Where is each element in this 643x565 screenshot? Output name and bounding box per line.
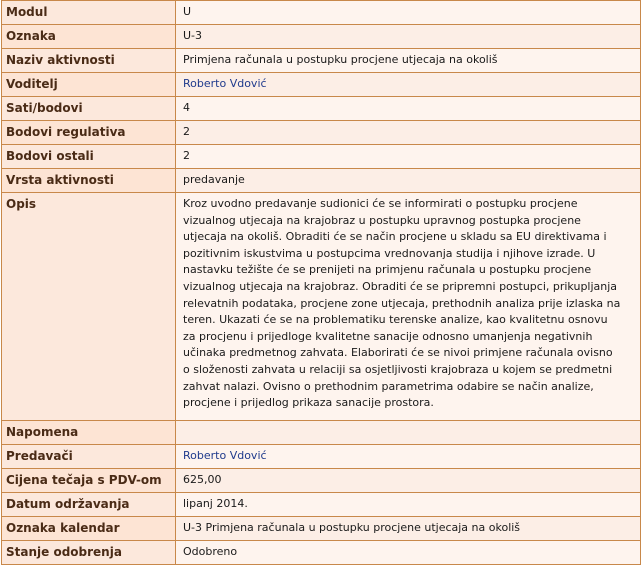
value-voditelj-cell: [176, 73, 641, 97]
label-napomena: Napomena: [2, 420, 176, 444]
predavaci-link[interactable]: Roberto Vdović: [183, 448, 267, 462]
value-datum-odrzavanja: lipanj 2014.: [176, 492, 641, 516]
label-oznaka: Oznaka: [2, 25, 176, 49]
value-bodovi-regulativa: 2: [176, 121, 641, 145]
row-vrsta-aktivnosti: [2, 169, 641, 193]
value-modul: U: [176, 1, 641, 25]
row-stanje-odobrenja: [2, 540, 641, 564]
label-cijena: Cijena tečaja s PDV-om: [2, 468, 176, 492]
label-bodovi-ostali: Bodovi ostali: [2, 145, 176, 169]
row-voditelj: [2, 73, 641, 97]
value-vrsta-aktivnosti: predavanje: [176, 169, 641, 193]
value-cijena: 625,00: [176, 468, 641, 492]
row-oznaka-kalendar: [2, 516, 641, 540]
row-opis: [2, 193, 641, 421]
row-modul: [2, 1, 641, 25]
value-oznaka: U-3: [176, 25, 641, 49]
label-voditelj: Voditelj: [2, 73, 176, 97]
value-predavaci-cell: [176, 444, 641, 468]
activity-details-table: [1, 0, 641, 565]
value-naziv-aktivnosti: Primjena računala u postupku procjene utjecaja na okoliš: [176, 49, 641, 73]
voditelj-link[interactable]: Roberto Vdović: [183, 77, 267, 90]
label-vrsta-aktivnosti: Vrsta aktivnosti: [2, 169, 176, 193]
row-sati-bodovi: [2, 97, 641, 121]
row-naziv-aktivnosti: [2, 49, 641, 73]
label-stanje-odobrenja: Stanje odobrenja: [2, 540, 176, 564]
row-bodovi-regulativa: [2, 121, 641, 145]
value-stanje-odobrenja: Odobreno: [176, 540, 641, 564]
label-sati-bodovi: Sati/bodovi: [2, 97, 176, 121]
label-modul: Modul: [2, 1, 176, 25]
row-oznaka: [2, 25, 641, 49]
row-bodovi-ostali: [2, 145, 641, 169]
row-predavaci: [2, 444, 641, 468]
label-naziv-aktivnosti: Naziv aktivnosti: [2, 49, 176, 73]
label-bodovi-regulativa: Bodovi regulativa: [2, 121, 176, 145]
row-napomena: [2, 420, 641, 444]
value-oznaka-kalendar: U-3 Primjena računala u postupku procjene utjecaja na okoliš: [176, 516, 641, 540]
value-sati-bodovi: 4: [176, 97, 641, 121]
row-cijena: [2, 468, 641, 492]
value-opis: Kroz uvodno predavanje sudionici će se informirati o postupku procjene vizualnog utjecaja na krajobraz u postupku upravnog postupka procjene utjecaja na okoliš. Obraditi će se način procjene u skladu sa EU direktivama i pozitivnim iskustvima u postupcima vrednovanja studija i njihove izrade. U nastavku težište će se prenijeti na primjenu računala u postupku procjene vizualnog utjecaja na krajobraz. Obraditi će se pripremni postupci, prikupljanja relevatnih podataka, procjene zone utjecaja, prethodnih analiza prije izlaska na teren. Ukazati će se na problematiku terenske analize, kao kvalitetnu osnovu za procjenu i prijedloge kvalitetne sanacije odnosno umanjenja negativnih učinaka predmetnog zahvata. Elaborirati će se nivoi primjene računala ovisno o složenosti zahvata u relaciji sa osjetljivosti krajobraza u kojem se predmetni zahvat nalazi. Ovisno o prethodnim parametrima odabire se način analize, procjene i prijedlog prikaza sanacije prostora.: [176, 193, 641, 421]
label-oznaka-kalendar: Oznaka kalendar: [2, 516, 176, 540]
label-datum-odrzavanja: Datum održavanja: [2, 492, 176, 516]
row-datum-odrzavanja: [2, 492, 641, 516]
label-predavaci: Predavači: [2, 444, 176, 468]
value-napomena: [176, 420, 641, 444]
label-opis: Opis: [2, 193, 176, 421]
value-bodovi-ostali: 2: [176, 145, 641, 169]
